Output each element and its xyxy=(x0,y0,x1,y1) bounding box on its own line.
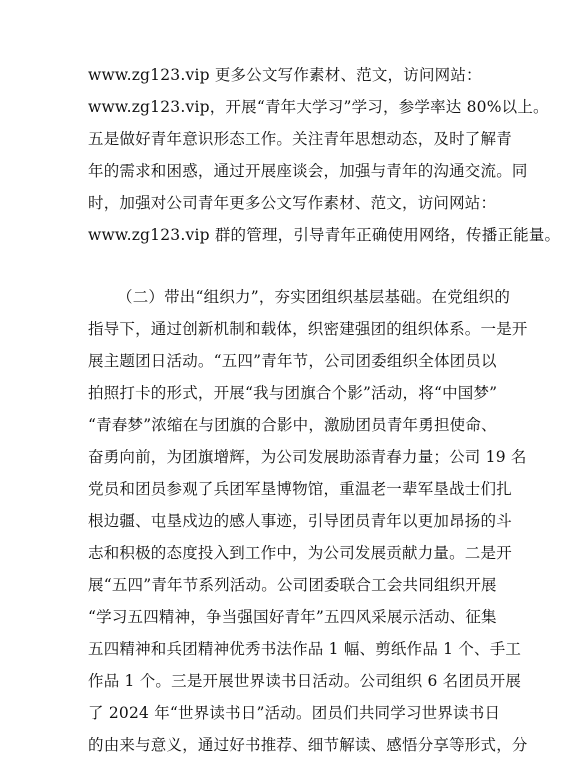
text-line: 展“五四”青年节系列活动。公司团委联合工会共同组织开展 xyxy=(88,576,497,594)
text-line: www.zg123.vip 群的管理，引导青年正确使用网络，传播正能量。 xyxy=(88,226,561,244)
text-line: 展主题团日活动。“五四”青年节，公司团委组织全体团员以 xyxy=(88,352,497,370)
text-line: 五四精神和兵团精神优秀书法作品 1 幅、剪纸作品 1 个、手工 xyxy=(88,640,522,658)
text-line: 奋勇向前，为团旗增辉，为公司发展助添青春力量；公司 19 名 xyxy=(88,448,527,466)
text-line: 志和积极的态度投入到工作中，为公司发展贡献力量。二是开 xyxy=(88,544,512,562)
text-line: “学习五四精神，争当强国好青年”五四风采展示活动、征集 xyxy=(88,608,497,626)
text-line: 根边疆、屯垦戍边的感人事迹，引导团员青年以更加昂扬的斗 xyxy=(88,512,512,530)
text-line: www.zg123.vip，开展“青年大学习”学习，参学率达 80%以上。 xyxy=(88,98,549,116)
text-line: www.zg123.vip 更多公文写作素材、范文，访问网站： xyxy=(88,66,482,84)
text-line: 时，加强对公司青年更多公文写作素材、范文，访问网站： xyxy=(88,194,497,212)
text-line: 的由来与意义，通过好书推荐、细节解读、感悟分享等形式，分 xyxy=(88,736,528,754)
text-line: “青春梦”浓缩在与团旗的合影中，激励团员青年勇担使命、 xyxy=(88,416,497,434)
text-line: 拍照打卡的形式，开展“我与团旗合个影”活动，将“中国梦” xyxy=(88,384,498,402)
text-line: 党员和团员参观了兵团军垦博物馆，重温老一辈军垦战士们扎 xyxy=(88,480,512,498)
text-line: 指导下，通过创新机制和载体，织密建强团的组织体系。一是开 xyxy=(88,320,528,338)
text-line: 五是做好青年意识形态工作。关注青年思想动态，及时了解青 xyxy=(88,130,512,148)
text-line: 作品 1 个。三是开展世界读书日活动。公司组织 6 名团员开展 xyxy=(88,672,522,690)
text-line: 了 2024 年“世界读书日”活动。团员们共同学习世界读书日 xyxy=(88,704,501,722)
text-line: 年的需求和困惑，通过开展座谈会，加强与青年的沟通交流。同 xyxy=(88,162,528,180)
text-line: （二）带出“组织力”，夯实团组织基层基础。在党组织的 xyxy=(117,288,511,306)
